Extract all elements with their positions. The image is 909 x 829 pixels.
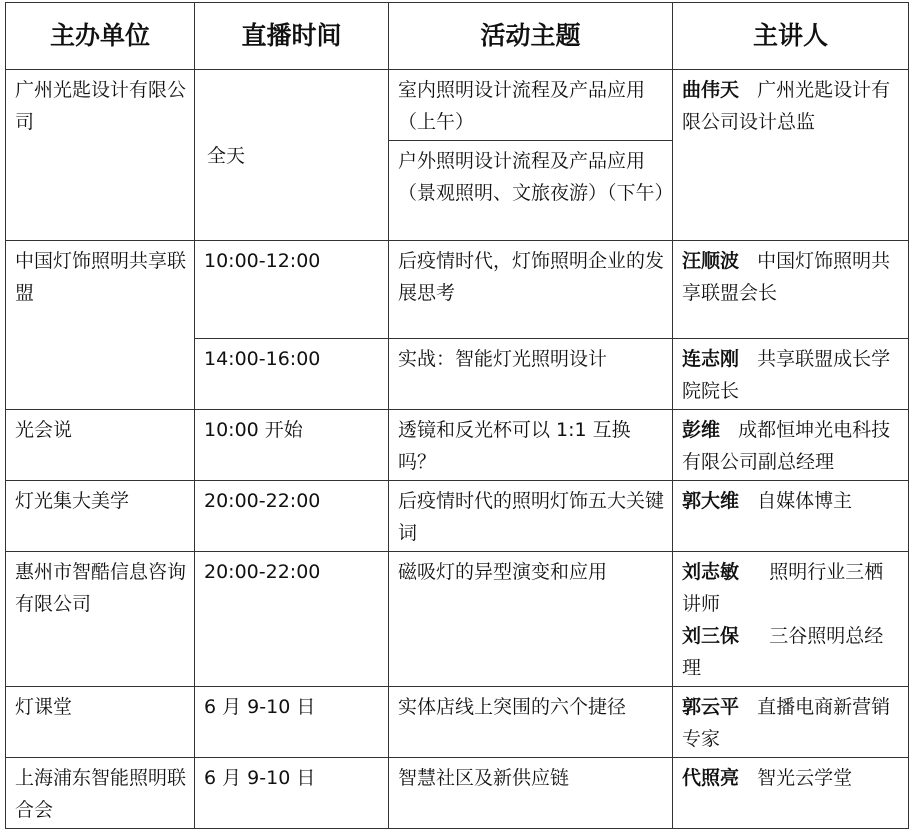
speaker-title: 自媒体博主	[757, 490, 853, 512]
topic-cell: 实战：智能灯光照明设计	[389, 339, 673, 410]
speaker-title: 中国灯饰照明共享联盟会长	[682, 250, 891, 304]
topic-cell: 后疫情时代，灯饰照明企业的发展思考	[389, 241, 673, 339]
speaker-name: 曲伟天	[682, 79, 740, 101]
time-cell: 10:00-12:00	[195, 241, 389, 339]
topic-cell: 室内照明设计流程及产品应用（上午）	[389, 70, 673, 141]
topic-cell: 磁吸灯的异型演变和应用	[389, 552, 673, 687]
speaker-name: 代照亮	[682, 767, 740, 789]
time-cell: 20:00-22:00	[195, 481, 389, 552]
topic-cell: 智慧社区及新供应链	[389, 758, 673, 829]
table-row	[6, 687, 909, 758]
topic-cell: 实体店线上突围的六个捷径	[389, 687, 673, 758]
org-cell: 灯课堂	[6, 687, 195, 758]
org-cell: 灯光集大美学	[6, 481, 195, 552]
speaker-name: 连志刚	[682, 348, 740, 370]
topic-cell: 后疫情时代的照明灯饰五大关键词	[389, 481, 673, 552]
speaker-entry	[682, 620, 900, 684]
table-row	[6, 241, 909, 339]
speaker-name: 郭大维	[682, 490, 740, 512]
table-row	[6, 410, 909, 481]
table-row	[6, 481, 909, 552]
time-cell: 全天	[195, 70, 389, 241]
topic-cell: 户外照明设计流程及产品应用（景观照明、文旅夜游）（下午）	[389, 141, 673, 241]
time-cell: 6 月 9-10 日	[195, 758, 389, 829]
topic-cell: 透镜和反光杯可以 1:1 互换吗？	[389, 410, 673, 481]
org-cell: 惠州市智酷信息咨询有限公司	[6, 552, 195, 687]
header-org: 主办单位	[6, 3, 195, 70]
speaker-cell	[673, 687, 909, 758]
org-cell: 光会说	[6, 410, 195, 481]
speaker-name: 汪顺波	[682, 250, 740, 272]
table-row	[6, 552, 909, 687]
org-cell: 中国灯饰照明共享联盟	[6, 241, 195, 410]
speaker-entry	[682, 556, 900, 620]
speaker-cell	[673, 241, 909, 339]
header-time: 直播时间	[195, 3, 389, 70]
header-row	[6, 3, 909, 70]
speaker-title: 直播电商新营销专家	[682, 696, 891, 750]
speaker-cell	[673, 552, 909, 687]
speaker-cell	[673, 339, 909, 410]
table-row	[6, 758, 909, 829]
org-cell: 上海浦东智能照明联合会	[6, 758, 195, 829]
time-cell: 20:00-22:00	[195, 552, 389, 687]
time-cell: 14:00-16:00	[195, 339, 389, 410]
schedule-table	[5, 2, 909, 829]
speaker-name: 刘三保	[682, 625, 740, 647]
speaker-name: 彭维	[682, 419, 721, 441]
header-speaker: 主讲人	[673, 3, 909, 70]
speaker-cell	[673, 70, 909, 241]
speaker-title: 广州光匙设计有限公司设计总监	[682, 79, 891, 133]
speaker-title: 照明行业三栖讲师	[682, 561, 884, 615]
speaker-cell	[673, 410, 909, 481]
header-topic: 活动主题	[389, 3, 673, 70]
speaker-name: 刘志敏	[682, 561, 740, 583]
org-cell: 广州光匙设计有限公司	[6, 70, 195, 241]
speaker-title: 共享联盟成长学院院长	[682, 348, 891, 402]
time-cell: 10:00 开始	[195, 410, 389, 481]
time-cell: 6 月 9-10 日	[195, 687, 389, 758]
speaker-title: 三谷照明总经理	[682, 625, 884, 679]
speaker-name: 郭云平	[682, 696, 740, 718]
speaker-title: 成都恒坤光电科技有限公司副总经理	[682, 419, 891, 473]
speaker-cell	[673, 758, 909, 829]
speaker-cell	[673, 481, 909, 552]
table-row	[6, 70, 909, 141]
speaker-title: 智光云学堂	[757, 767, 853, 789]
